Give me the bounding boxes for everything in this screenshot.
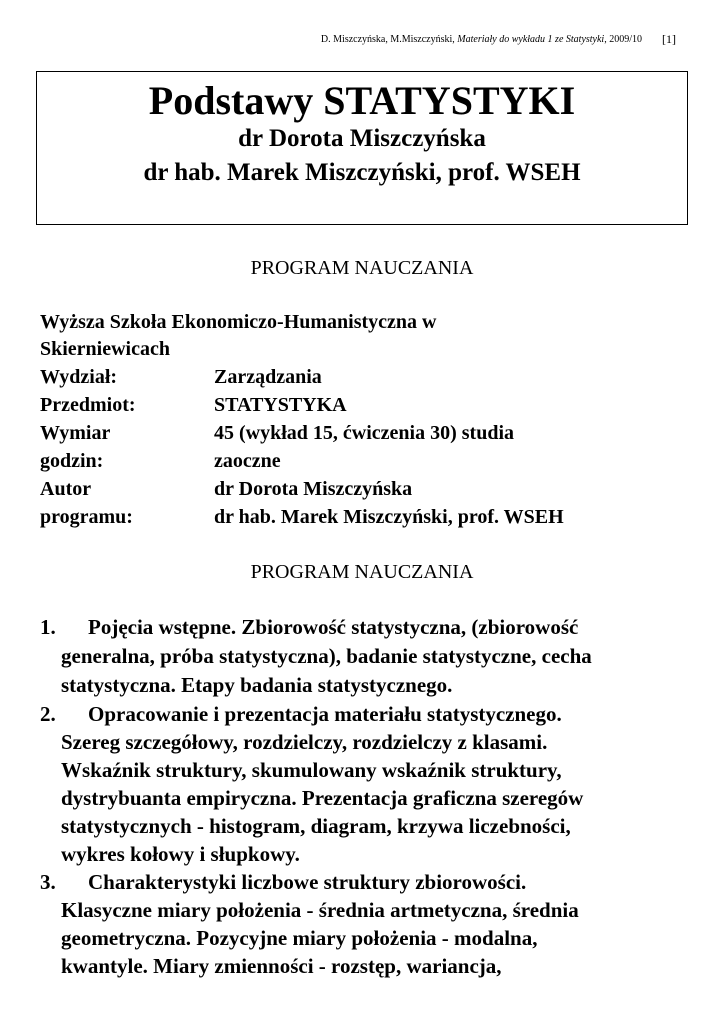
program-item-2-line: Szereg szczegółowy, rozdzielczy, rozdzielczy z klasami. (61, 730, 548, 754)
program-item-2-title: Opracowanie i prezentacja materiału statystycznego. (88, 702, 562, 726)
program-item-3-line: geometryczna. Pozycyjne miary położenia - modalna, (61, 926, 538, 950)
header-year: , 2009/10 (604, 34, 642, 45)
school-name-line-2: Skierniewicach (40, 338, 170, 360)
info-value-hours-2: zaoczne (214, 450, 281, 472)
program-item-3-line: kwantyle. Miary zmienności - rozstęp, wariancja, (61, 954, 502, 978)
info-label-author-2: programu: (40, 506, 133, 528)
header-authors: D. Miszczyńska, M.Miszczyński, (320, 34, 455, 45)
info-value-faculty: Zarządzania (214, 366, 322, 388)
program-item-1-line: statystyczna. Etapy badania statystycznego. (61, 673, 453, 697)
title-box (36, 71, 688, 225)
info-label-hours-1: Wymiar (40, 422, 111, 444)
info-value-hours-1: 45 (wykład 15, ćwiczenia 30) studia (214, 422, 514, 444)
info-label-subject: Przedmiot: (40, 394, 136, 416)
program-item-3-title: Charakterystyki liczbowe struktury zbiorowości. (88, 870, 527, 894)
program-item-1-title: Pojęcia wstępne. Zbiorowość statystyczna, (zbiorowość (88, 615, 579, 639)
running-header (0, 34, 642, 46)
program-item-2-number: 2. (40, 702, 56, 726)
program-item-2-line: wykres kołowy i słupkowy. (61, 842, 300, 866)
program-item-1-line: generalna, próba statystyczna), badanie statystyczne, cecha (61, 644, 592, 668)
info-label-hours-2: godzin: (40, 450, 104, 472)
info-value-author-1: dr Dorota Miszczyńska (214, 478, 413, 500)
info-label-faculty: Wydział: (40, 366, 118, 388)
section-heading-2: PROGRAM NAUCZANIA (250, 561, 474, 583)
section-heading-1: PROGRAM NAUCZANIA (250, 257, 474, 279)
program-item-2-line: dystrybuanta empiryczna. Prezentacja graficzna szeregów (61, 786, 584, 810)
program-item-3-number: 3. (40, 870, 56, 894)
author-2: dr hab. Marek Miszczyński, prof. WSEH (143, 159, 581, 186)
info-value-author-2: dr hab. Marek Miszczyński, prof. WSEH (214, 506, 564, 528)
document-title: Podstawy STATYSTYKI (148, 78, 576, 123)
program-item-2-line: statystycznych - histogram, diagram, krzywa liczebności, (61, 814, 571, 838)
info-label-author-1: Autor (40, 478, 92, 500)
header-course-title: Materiały do wykładu 1 ze Statystyki (457, 34, 605, 45)
info-value-subject: STATYSTYKA (214, 394, 347, 416)
program-item-2-line: Wskaźnik struktury, skumulowany wskaźnik struktury, (61, 758, 562, 782)
author-1: dr Dorota Miszczyńska (238, 125, 486, 152)
program-item-3-line: Klasyczne miary położenia - średnia artmetyczna, średnia (61, 898, 579, 922)
program-item-1-number: 1. (40, 615, 56, 639)
page-number: [1] (662, 32, 676, 46)
school-name-line-1: Wyższa Szkoła Ekonomiczo-Humanistyczna w (40, 311, 437, 333)
